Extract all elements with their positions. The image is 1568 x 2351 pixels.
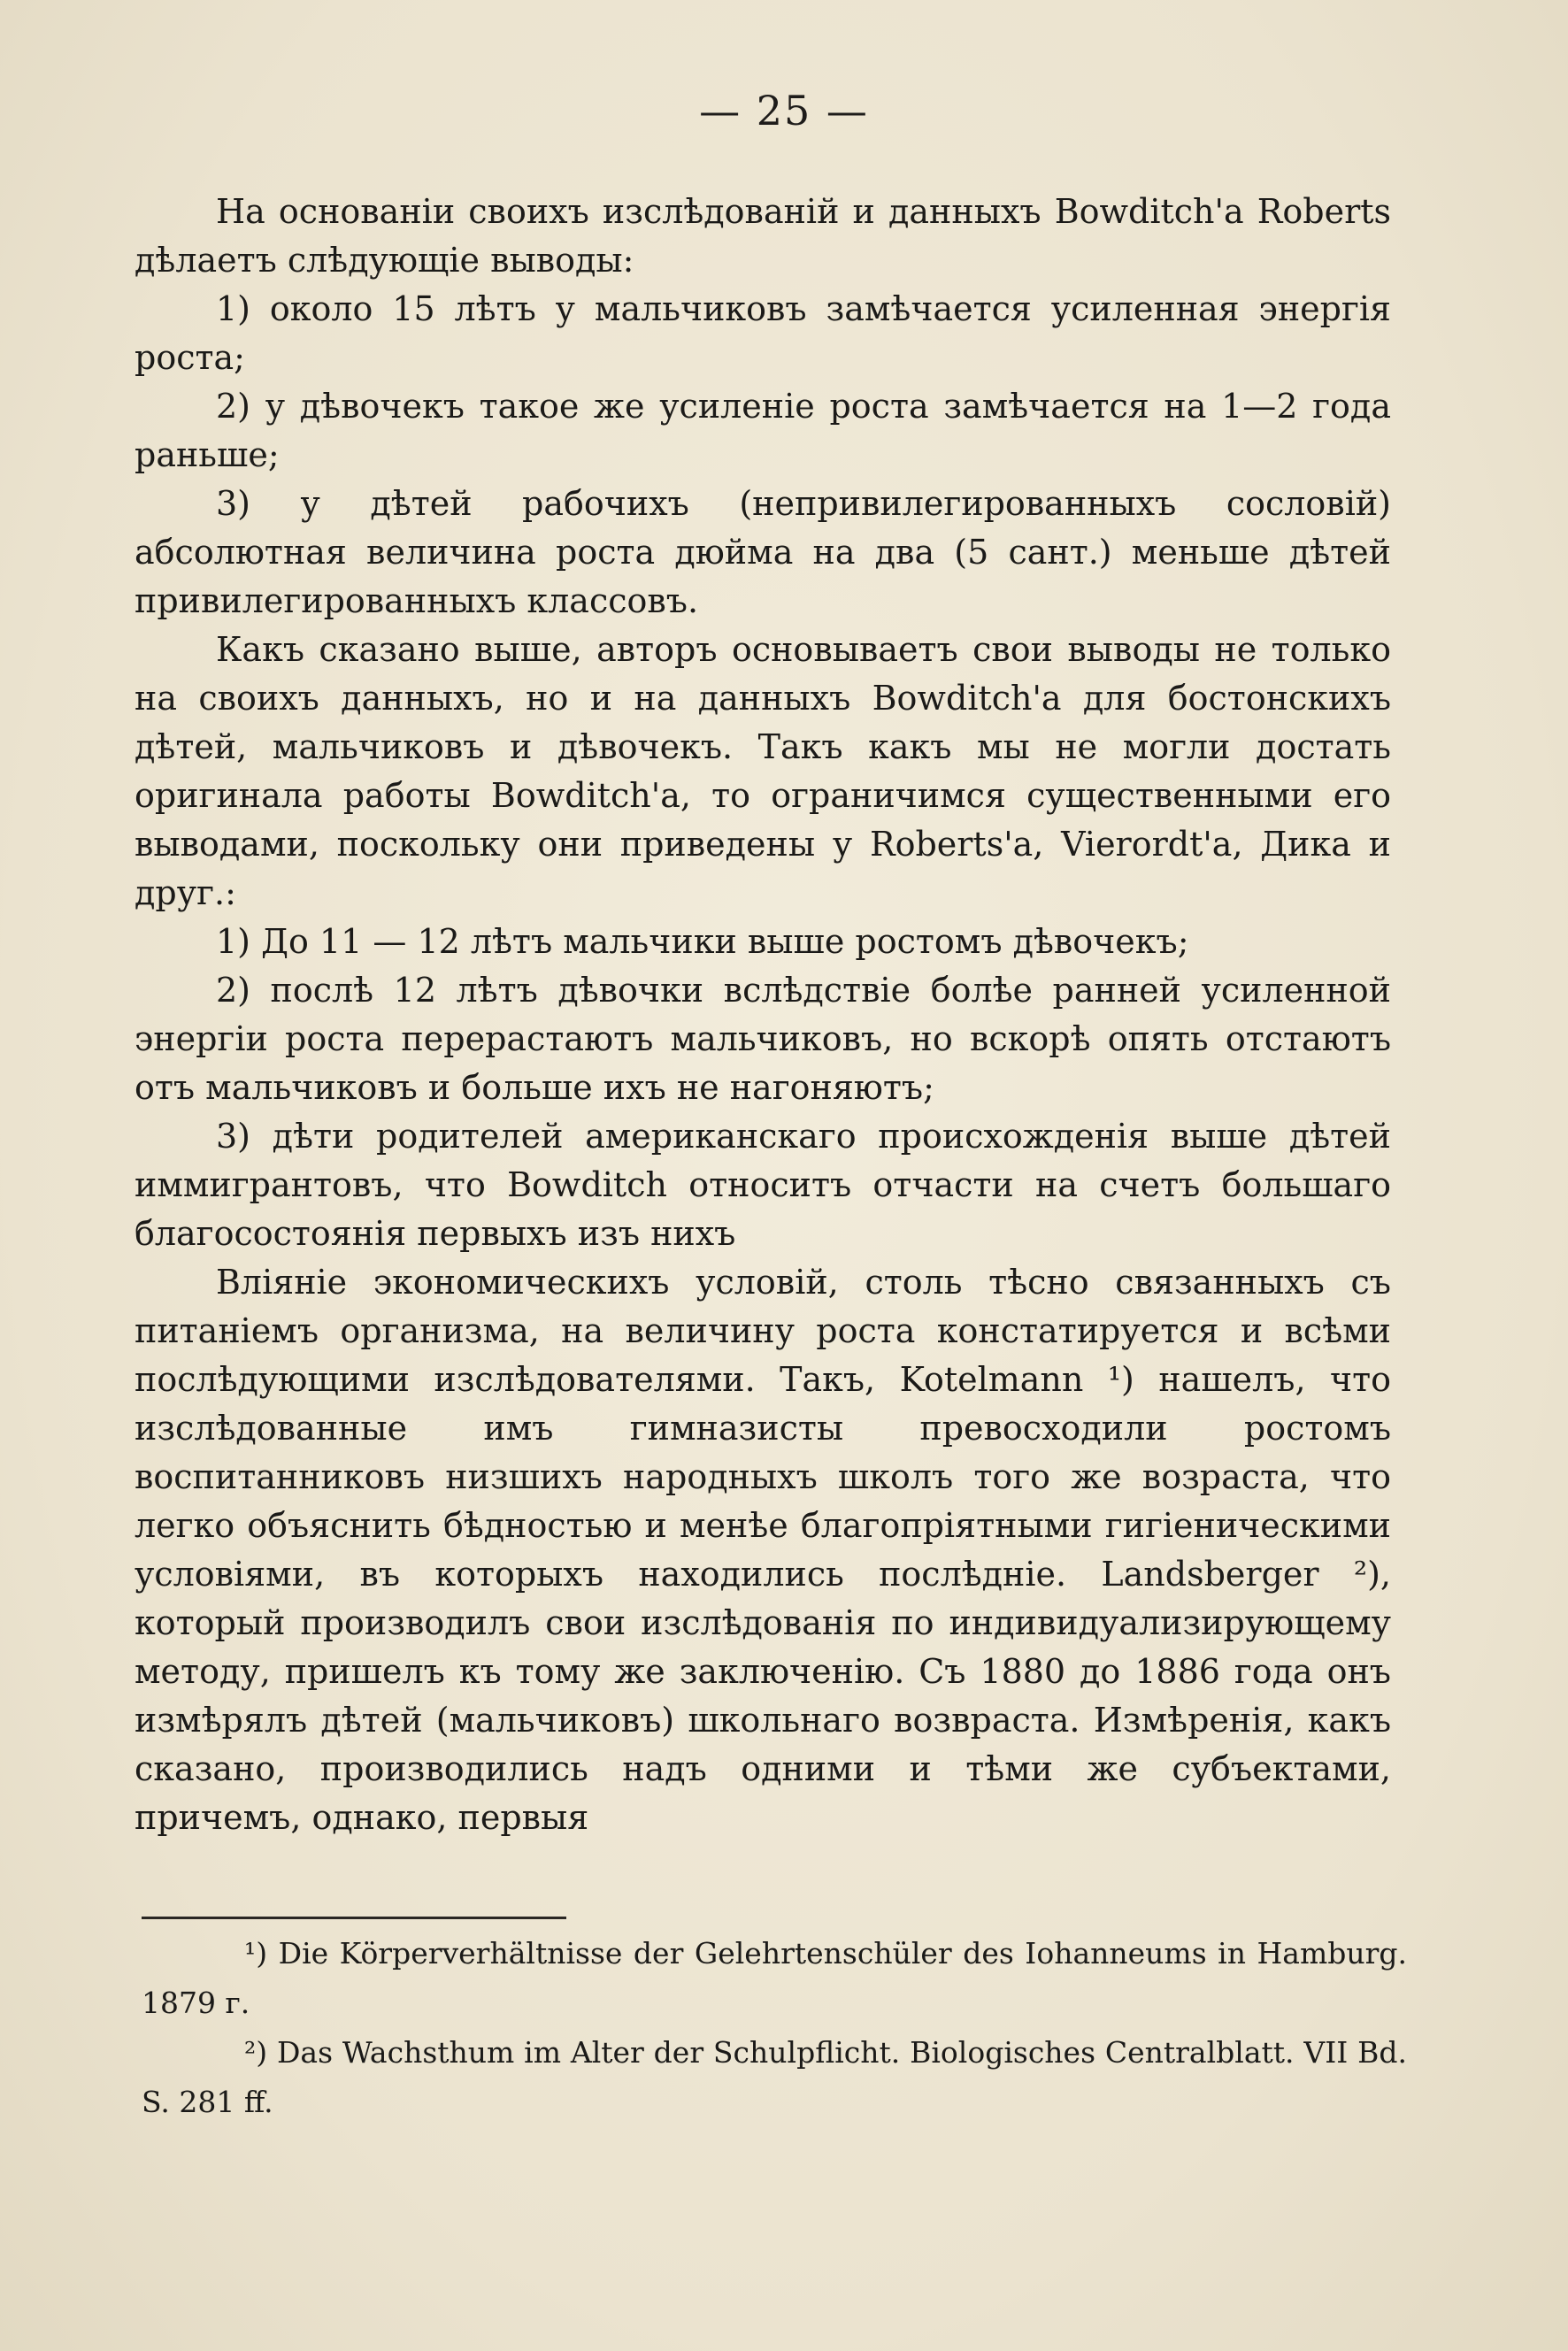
footnote: ²) Das Wachsthum im Alter der Schulpflicht. Biologisches Centralblatt. VII Bd. S. 281 ff. [142, 2035, 1407, 2119]
paragraph: Влiянiе экономическихъ условiй, столь тѣсно связанныхъ съ питанiемъ организма, на величину роста констатируется и всѣми послѣдующими изслѣдователями. Такъ, Kotelmann ¹) нашелъ, что изслѣдованные имъ гимназисты превосходили ростомъ воспитанниковъ низшихъ народныхъ школъ того же возраста, что легко объяснить бѣдностью и менѣе благопрiятными гигiеническими условiями, въ которыхъ находились послѣднiе. Landsberger ²), который производилъ свои изслѣдованiя по индивидуализирующему методу, пришелъ къ тому же заключенiю. Съ 1880 до 1886 года онъ измѣрялъ дѣтей (мальчиковъ) школьнаго возвраста. Измѣренiя, какъ сказано, производились надъ одними и тѣми же субъектами, причемъ, однако, первыя [135, 1263, 1391, 1837]
paragraph: На основанiи своихъ изслѣдованiй и данныхъ Bowditch'a Roberts дѣлаетъ слѣдующiе выводы: [135, 192, 1391, 280]
footnote-divider [142, 1917, 566, 1919]
list-item: 3) у дѣтей рабочихъ (непривилегированныхъ сословiй) абсолютная величина роста дюйма на два (5 сант.) меньше дѣтей привилегированныхъ классовъ. [135, 484, 1391, 620]
paragraph: Какъ сказано выше, авторъ основываетъ свои выводы не только на своихъ данныхъ, но и на данныхъ Bowditch'a для бостонскихъ дѣтей, мальчиковъ и дѣвочекъ. Такъ какъ мы не могли достать оригинала работы Bowditch'a, то ограничимся существенными его выводами, поскольку они приведены у Roberts'a, Vierordt'a, Дика и друг.: [135, 630, 1391, 912]
footnotes [142, 1929, 1407, 2127]
list-item: 1) около 15 лѣтъ у мальчиковъ замѣчается усиленная энергiя роста; [135, 289, 1391, 377]
main-text [135, 188, 1391, 1842]
list-item: 3) дѣти родителей американскаго происхожденiя выше дѣтей иммигрантовъ, что Bowditch относитъ отчасти на счетъ большаго благосостоянiя первыхъ изъ нихъ [135, 1117, 1391, 1253]
list-item: 1) До 11 — 12 лѣтъ мальчики выше ростомъ дѣвочекъ; [216, 922, 1189, 961]
list-item: 2) послѣ 12 лѣтъ дѣвочки вслѣдствiе болѣе ранней усиленной энергiи роста перерастаютъ мальчиковъ, но вскорѣ опять отстаютъ отъ мальчиковъ и больше ихъ не нагоняютъ; [135, 971, 1391, 1107]
footnote: ¹) Die Körperverhältnisse der Gelehrtenschüler des Iohanneums in Hamburg. 1879 г. [142, 1936, 1407, 2020]
list-item: 2) у дѣвочекъ такое же усиленiе роста замѣчается на 1—2 года раньше; [135, 387, 1391, 474]
page-number: — 25 — [699, 87, 869, 134]
